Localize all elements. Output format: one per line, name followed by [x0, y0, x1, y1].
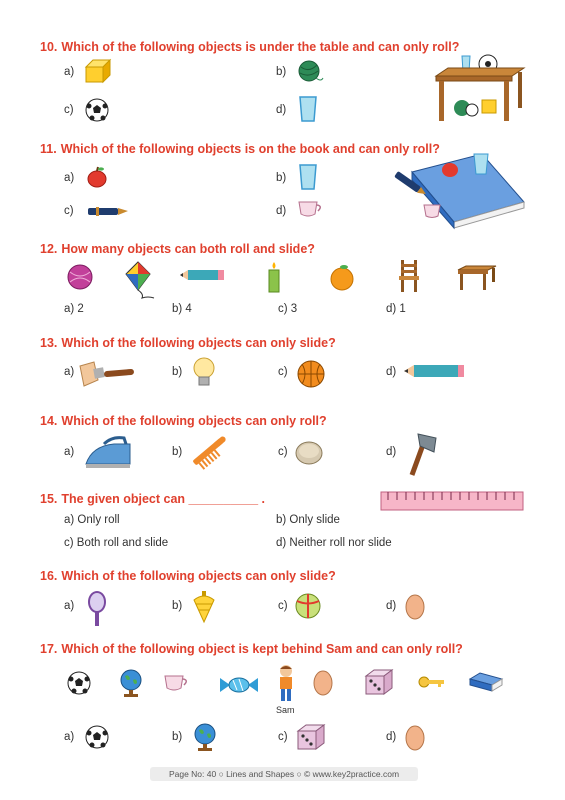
q14-option-b[interactable]: b): [172, 446, 183, 458]
bulb-icon: [190, 356, 218, 390]
kite-icon: [124, 260, 158, 300]
q12-option-d[interactable]: d) 1: [386, 303, 406, 315]
q17-option-a[interactable]: a): [64, 731, 75, 743]
q16-option-c[interactable]: c): [278, 600, 288, 612]
q14-option-c[interactable]: c): [278, 446, 288, 458]
paintbrush-icon: [78, 360, 138, 388]
q16-option-d[interactable]: d): [386, 600, 397, 612]
egg-icon: [404, 722, 426, 752]
yarn-ball-icon: [296, 58, 324, 84]
orange-icon: [328, 262, 356, 292]
table-scene-icon: [432, 50, 528, 124]
q17-option-c[interactable]: c): [278, 731, 288, 743]
globe-icon: [192, 722, 218, 752]
football-icon: [84, 97, 110, 123]
q12-option-b[interactable]: b) 4: [172, 303, 192, 315]
chair-icon: [396, 258, 422, 294]
q13-option-a[interactable]: a): [64, 366, 75, 378]
q11-option-a[interactable]: a): [64, 172, 75, 184]
q15-option-c[interactable]: c) Both roll and slide: [64, 537, 169, 549]
sam-label: Sam: [276, 705, 295, 715]
pencil-icon: [178, 268, 226, 282]
q14-option-d[interactable]: d): [386, 446, 397, 458]
question-16: 16. Which of the following objects can only slide?: [40, 569, 336, 583]
pencil-icon: [402, 363, 466, 379]
iron-icon: [84, 436, 134, 470]
mirror-icon: [86, 590, 108, 628]
q13-option-b[interactable]: b): [172, 366, 183, 378]
globe-icon: [118, 668, 144, 698]
key-icon: [418, 675, 446, 689]
cup-icon: [296, 198, 326, 220]
ball-icon: [294, 592, 322, 620]
page-footer: Page No: 40 ○ Lines and Shapes ○ © www.key2practice.com: [150, 767, 418, 781]
question-15: 15. The given object can __________ .: [40, 492, 265, 506]
basketball-icon: [296, 359, 326, 389]
axe-icon: [404, 432, 440, 478]
glass-icon: [298, 95, 318, 123]
candy-icon: [218, 674, 260, 696]
q15-option-a[interactable]: a) Only roll: [64, 514, 120, 526]
q13-option-c[interactable]: c): [278, 366, 288, 378]
q13-option-d[interactable]: d): [386, 366, 397, 378]
ruler-icon: [380, 490, 524, 512]
sam-boy-icon: [274, 664, 298, 704]
q11-option-b[interactable]: b): [276, 172, 287, 184]
apple-icon: [86, 165, 108, 189]
football-icon: [84, 724, 110, 750]
question-12: 12. How many objects can both roll and slide?: [40, 242, 315, 256]
q10-option-d[interactable]: d): [276, 104, 287, 116]
q17-option-d[interactable]: d): [386, 731, 397, 743]
q11-option-c[interactable]: c): [64, 205, 74, 217]
ball-icon: [66, 263, 94, 291]
question-14: 14. Which of the following objects can only roll?: [40, 414, 327, 428]
q10-option-c[interactable]: c): [64, 104, 74, 116]
question-11: 11. Which of the following objects is on the book and can only roll?: [40, 142, 440, 156]
q10-option-b[interactable]: b): [276, 66, 287, 78]
football-icon: [66, 670, 92, 696]
q14-option-a[interactable]: a): [64, 446, 75, 458]
comb-icon: [188, 432, 232, 476]
q11-option-d[interactable]: d): [276, 205, 287, 217]
q16-option-b[interactable]: b): [172, 600, 183, 612]
q12-option-c[interactable]: c) 3: [278, 303, 298, 315]
table-icon: [456, 264, 498, 292]
book-scene-icon: [392, 150, 528, 230]
glass-icon: [298, 163, 318, 191]
question-13: 13. Which of the following objects can only slide?: [40, 336, 336, 350]
candle-icon: [266, 260, 282, 294]
dice-icon: [296, 723, 326, 751]
q15-option-d[interactable]: d) Neither roll nor slide: [276, 537, 392, 549]
question-10: 10. Which of the following objects is under the table and can only roll?: [40, 40, 460, 54]
egg-icon: [404, 591, 426, 621]
book-icon: [468, 671, 504, 693]
pen-icon: [86, 204, 132, 218]
q12-option-a[interactable]: a) 2: [64, 303, 84, 315]
coin-icon: [294, 440, 324, 466]
spinning-top-icon: [190, 590, 218, 624]
q10-option-a[interactable]: a): [64, 66, 75, 78]
dice-icon: [364, 668, 394, 696]
q16-option-a[interactable]: a): [64, 600, 75, 612]
egg-icon: [312, 667, 334, 697]
cup-icon: [162, 672, 192, 694]
cube-icon: [84, 58, 112, 84]
q17-option-b[interactable]: b): [172, 731, 183, 743]
q15-option-b[interactable]: b) Only slide: [276, 514, 340, 526]
question-17: 17. Which of the following object is kept behind Sam and can only roll?: [40, 642, 463, 656]
